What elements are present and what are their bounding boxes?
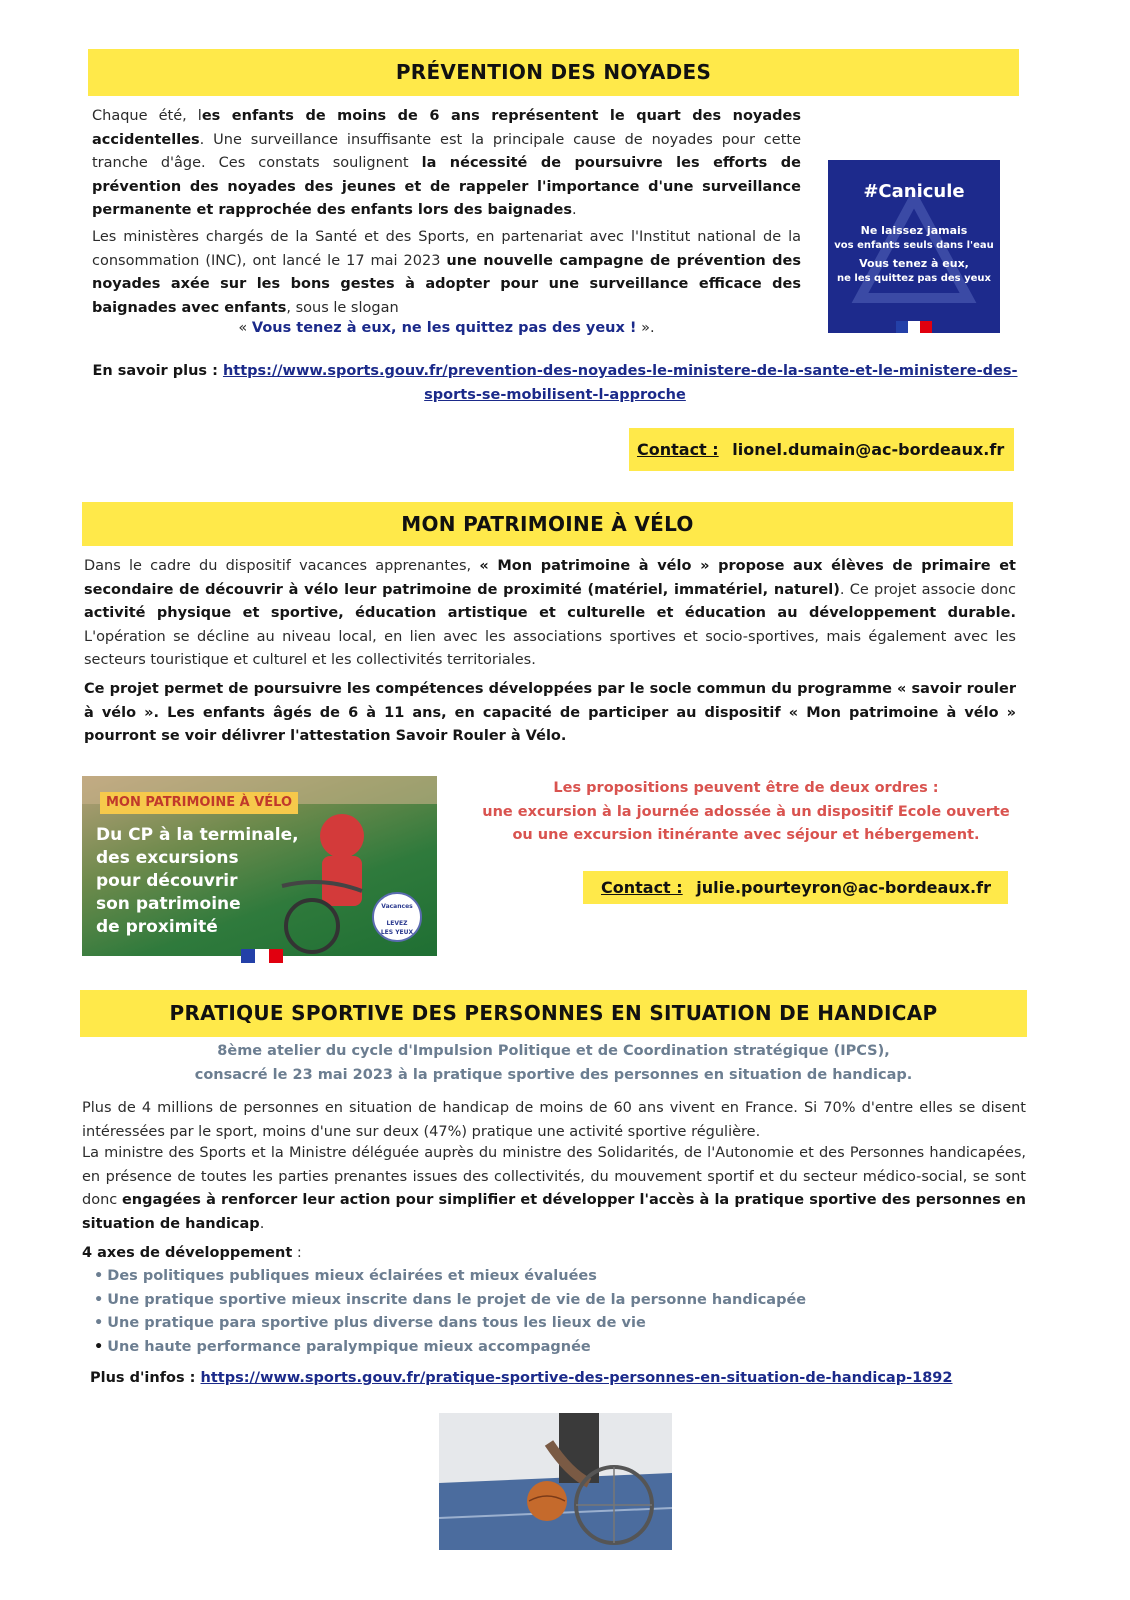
axes-list: [94, 1265, 994, 1359]
noyades-link[interactable]: https://www.sports.gouv.fr/prevention-des-noyades-le-ministere-de-la-sante-et-le-ministere-des-sports-se-mobilisent-l-approche: [222, 363, 1018, 403]
section-title-handicap: PRATIQUE SPORTIVE DES PERSONNES EN SITUATION DE HANDICAP: [80, 990, 1027, 1037]
poster-hashtag: #Canicule: [863, 181, 965, 202]
velo-propositions: Les propositions peuvent être de deux ordres : une excursion à la journée adossée à un dispositif Ecole ouverte ou une excursion itinérante avec séjour et hébergement.: [482, 780, 1010, 843]
handicap-paragraph-2: La ministre des Sports et la Ministre déléguée auprès du ministre des Solidarités, de l'Autonomie et des Personnes handicapées, en présence de toutes les parties prenantes issues des collectivités, du mouvement sportif et du secteur médico-social, se sont donc engagées à renforcer leur action pour simplifier et développer l'accès à la pratique sportive des personnes en situation de handicap.: [82, 1145, 1026, 1232]
list-item: • Une haute performance paralympique mieux accompagnée: [94, 1338, 591, 1355]
patrimoine-velo-poster-image: [82, 776, 437, 956]
poster-line-3: pour découvrir: [96, 871, 238, 891]
poster-line-2: des excursions: [96, 848, 239, 868]
poster-line-1: Du CP à la terminale,: [96, 825, 299, 845]
velo-paragraph-2: Ce projet permet de poursuivre les compétences développées par le socle commun du programme « savoir rouler à vélo ». Les enfants âgés de 6 à 11 ans, en capacité de participer au dispositif « Mon patrimoine à vélo » pourront se voir délivrer l'attestation Savoir Rouler à Vélo.: [84, 681, 1016, 744]
wheelchair-player-illustration: [439, 1413, 672, 1550]
poster-line-4: son patrimoine: [96, 894, 241, 914]
noyades-paragraph-2: Les ministères chargés de la Santé et des Sports, en partenariat avec l'Institut national de la consommation (INC), ont lancé le 17 mai 2023 une nouvelle campagne de prévention des noyades axée sur les bons gestes à adopter pour une surveillance efficace des baignades avec enfants, sous le slogan: [92, 229, 802, 316]
handicap-subtitle: 8ème atelier du cycle d'Impulsion Politique et de Coordination stratégique (IPCS), consacré le 23 mai 2023 à la pratique sportive des personnes en situation de handicap.: [194, 1043, 913, 1083]
list-item: • Des politiques publiques mieux éclairées et mieux évaluées: [94, 1268, 597, 1284]
axes-heading: 4 axes de développement :: [82, 1245, 302, 1261]
contact-email[interactable]: julie.pourteyron@ac-bordeaux.fr: [696, 878, 991, 897]
levez-les-yeux-badge: Vacances LEVEZ LES YEUX: [372, 892, 422, 942]
noyades-more-info: En savoir plus : https://www.sports.gouv.fr/prevention-des-noyades-le-ministere-de-la-sante-et-le-ministere-des-sports-se-mobilisent-l-approche: [92, 363, 1018, 403]
contact-label: Contact :: [601, 878, 683, 897]
poster-tag: MON PATRIMOINE À VÉLO: [100, 792, 298, 814]
poster-text-3: Vous tenez à eux,: [859, 257, 969, 270]
section-title-velo: MON PATRIMOINE À VÉLO: [82, 502, 1013, 546]
poster-text-1: Ne laissez jamais: [860, 224, 968, 237]
poster-line-5: de proximité: [96, 917, 218, 937]
contact-box-noyades: [629, 428, 1014, 471]
contact-email[interactable]: lionel.dumain@ac-bordeaux.fr: [732, 440, 1005, 459]
french-flag-icon: [896, 321, 932, 333]
velo-paragraph-1: Dans le cadre du dispositif vacances apprenantes, « Mon patrimoine à vélo » propose aux élèves de primaire et secondaire de découvrir à vélo leur patrimoine de proximité (matériel, immatériel, naturel). Ce projet associe donc activité physique et sportive, éducation artistique et culturelle et éducation au développement durable. L'opération se décline au niveau local, en lien avec les associations sportives et socio-sportives, mais également avec les secteurs touristique et culturel et les collectivités territoriales.: [84, 558, 1016, 668]
french-flag-icon: [241, 949, 283, 963]
noyades-slogan: « Vous tenez à eux, ne les quittez pas des yeux ! ».: [238, 320, 655, 336]
poster-text-4: ne les quittez pas des yeux: [837, 273, 991, 284]
section-title-noyades: PRÉVENTION DES NOYADES: [88, 49, 1019, 96]
canicule-poster-image: [828, 160, 1000, 333]
poster-text-2: vos enfants seuls dans l'eau: [834, 240, 994, 251]
handicap-more-info: Plus d'infos : https://www.sports.gouv.fr/pratique-sportive-des-personnes-en-situation-de-handicap-1892: [90, 1370, 953, 1386]
handicap-paragraph-1: Plus de 4 millions de personnes en situation de handicap de moins de 60 ans vivent en France. Si 70% d'entre elles se disent intéressées par le sport, moins d'une sur deux (47%) pratique une activité sportive régulière.: [82, 1100, 1026, 1140]
list-item: • Une pratique sportive mieux inscrite dans le projet de vie de la personne handicapée: [94, 1291, 807, 1308]
wheelchair-basketball-photo: [439, 1413, 672, 1550]
list-item: • Une pratique para sportive plus diverse dans tous les lieux de vie: [94, 1315, 646, 1331]
contact-label: Contact :: [637, 440, 719, 459]
handicap-link[interactable]: https://www.sports.gouv.fr/pratique-sportive-des-personnes-en-situation-de-handicap-1892: [200, 1370, 953, 1386]
contact-box-velo: [583, 871, 1008, 904]
noyades-paragraph-1: Chaque été, les enfants de moins de 6 ans représentent le quart des noyades accidentelles. Une surveillance insuffisante est la principale cause de noyades pour cette tranche d'âge. Ces constats soulignent la nécessité de poursuivre les efforts de prévention des noyades des jeunes et de rappeler l'importance d'une surveillance permanente et rapprochée des enfants lors des baignades.: [92, 108, 801, 218]
